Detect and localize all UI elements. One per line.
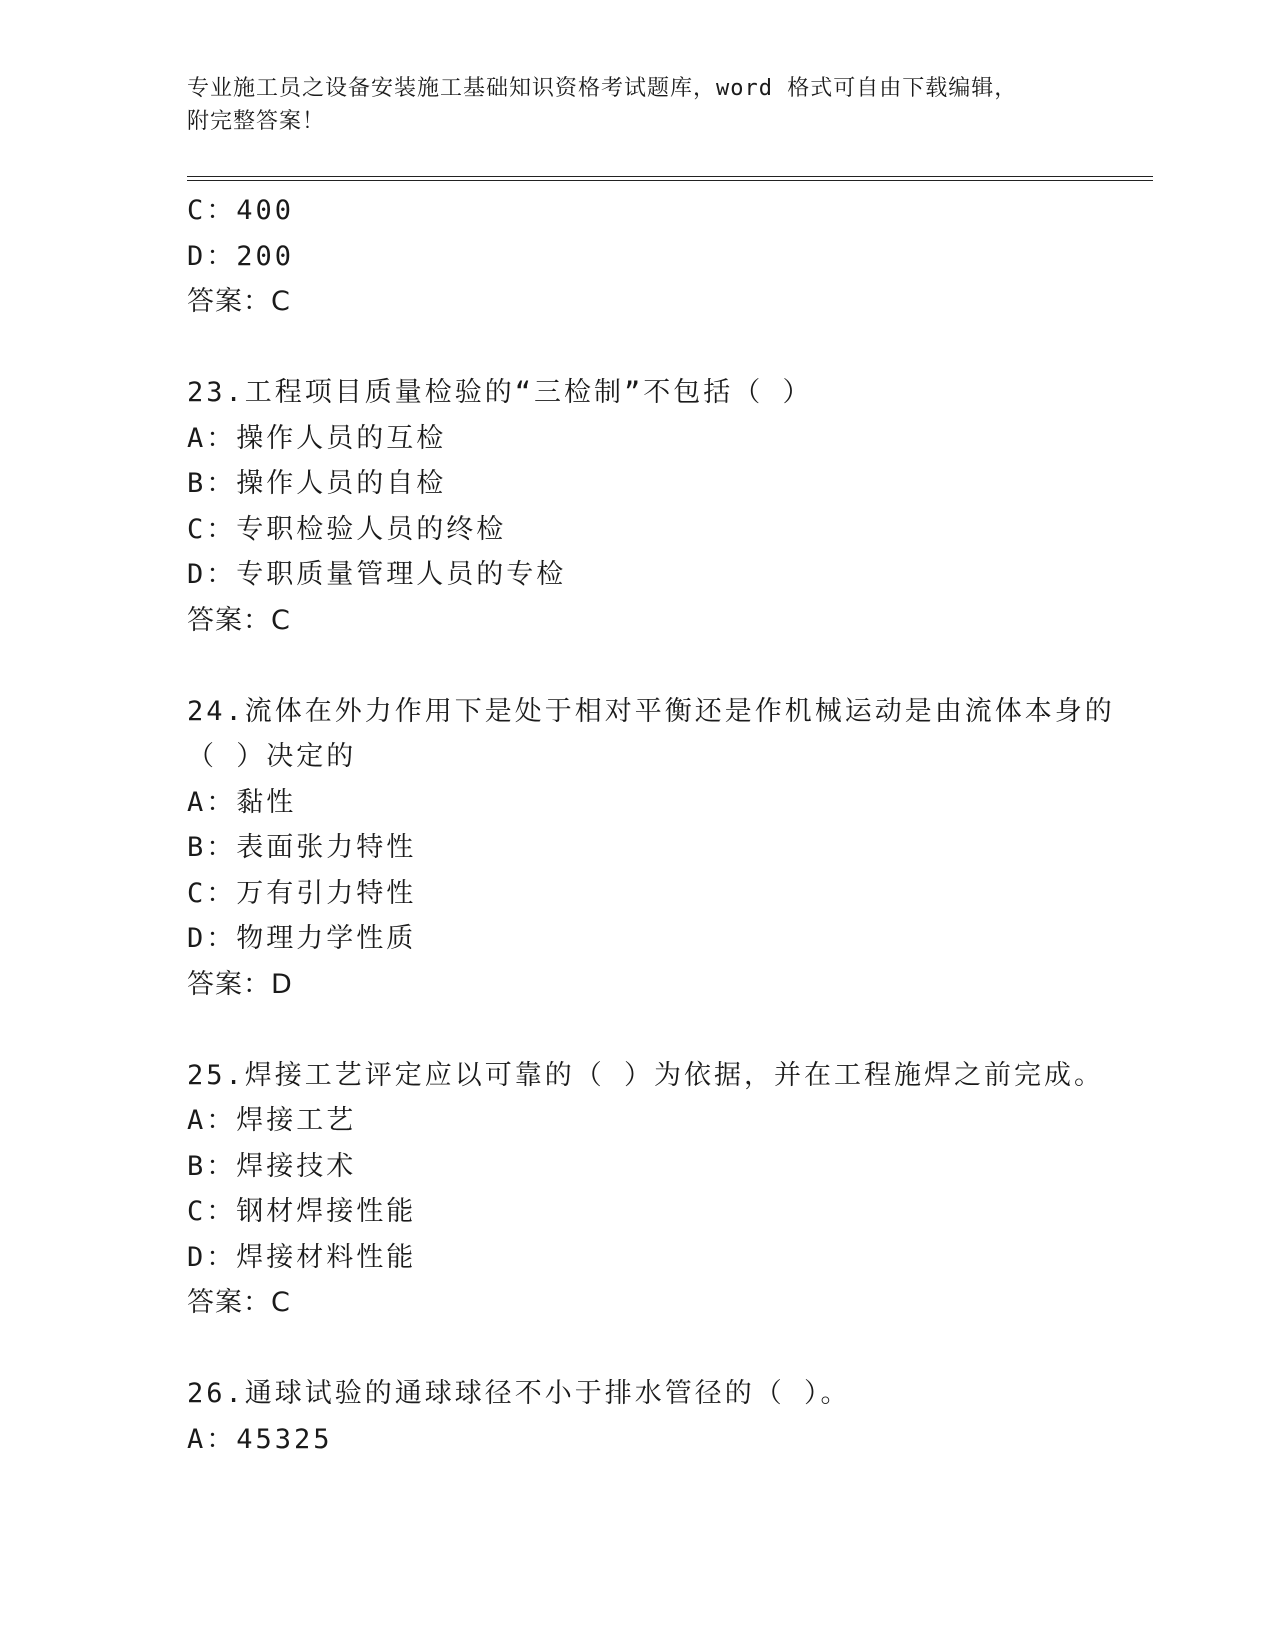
question-prev	[187, 188, 1147, 325]
option-c: C：400	[187, 195, 295, 226]
question-title: 25.焊接工艺评定应以可靠的（ ）为依据，并在工程施焊之前完成。	[187, 1059, 1105, 1091]
option-b: B：表面张力特性	[187, 832, 417, 863]
option-d: D：200	[187, 240, 295, 272]
question-23	[187, 370, 1147, 643]
answer: 答案：C	[187, 1287, 291, 1318]
option-a: A：焊接工艺	[187, 1105, 357, 1136]
question-title-line-2: （ ）决定的	[187, 741, 357, 772]
question-24	[187, 689, 1147, 1008]
option-b: B：焊接技术	[187, 1150, 357, 1182]
header-rule-bottom	[187, 180, 1153, 181]
document-header	[187, 72, 1067, 138]
question-list	[187, 188, 1147, 1462]
question-26	[187, 1371, 1147, 1462]
option-c: C：钢材焊接性能	[187, 1196, 417, 1227]
option-d: D：专职质量管理人员的专检	[187, 559, 567, 590]
option-c: C：专职检验人员的终检	[187, 513, 507, 545]
header-line-1: 专业施工员之设备安装施工基础知识资格考试题库，word 格式可自由下载编辑，	[187, 76, 1018, 101]
option-b: B：操作人员的自检	[187, 468, 447, 499]
answer: 答案：D	[187, 968, 293, 1000]
answer: 答案：C	[187, 604, 291, 636]
question-title-line-1: 24.流体在外力作用下是处于相对平衡还是作机械运动是由流体本身的	[187, 695, 1115, 727]
option-d: D：物理力学性质	[187, 923, 417, 954]
answer: 答案：C	[187, 286, 291, 317]
option-a: A：操作人员的互检	[187, 422, 447, 454]
question-title: 26.通球试验的通球球径不小于排水管径的（ ）。	[187, 1378, 851, 1409]
header-rule-top	[187, 176, 1153, 177]
question-25	[187, 1053, 1147, 1326]
question-title: 23.工程项目质量检验的“三检制”不包括（ ）	[187, 377, 813, 408]
option-a: A：黏性	[187, 786, 297, 818]
option-c: C：万有引力特性	[187, 877, 417, 909]
option-d: D：焊接材料性能	[187, 1241, 417, 1273]
option-a: A：45325	[187, 1423, 333, 1455]
header-line-2: 附完整答案！	[187, 109, 326, 134]
